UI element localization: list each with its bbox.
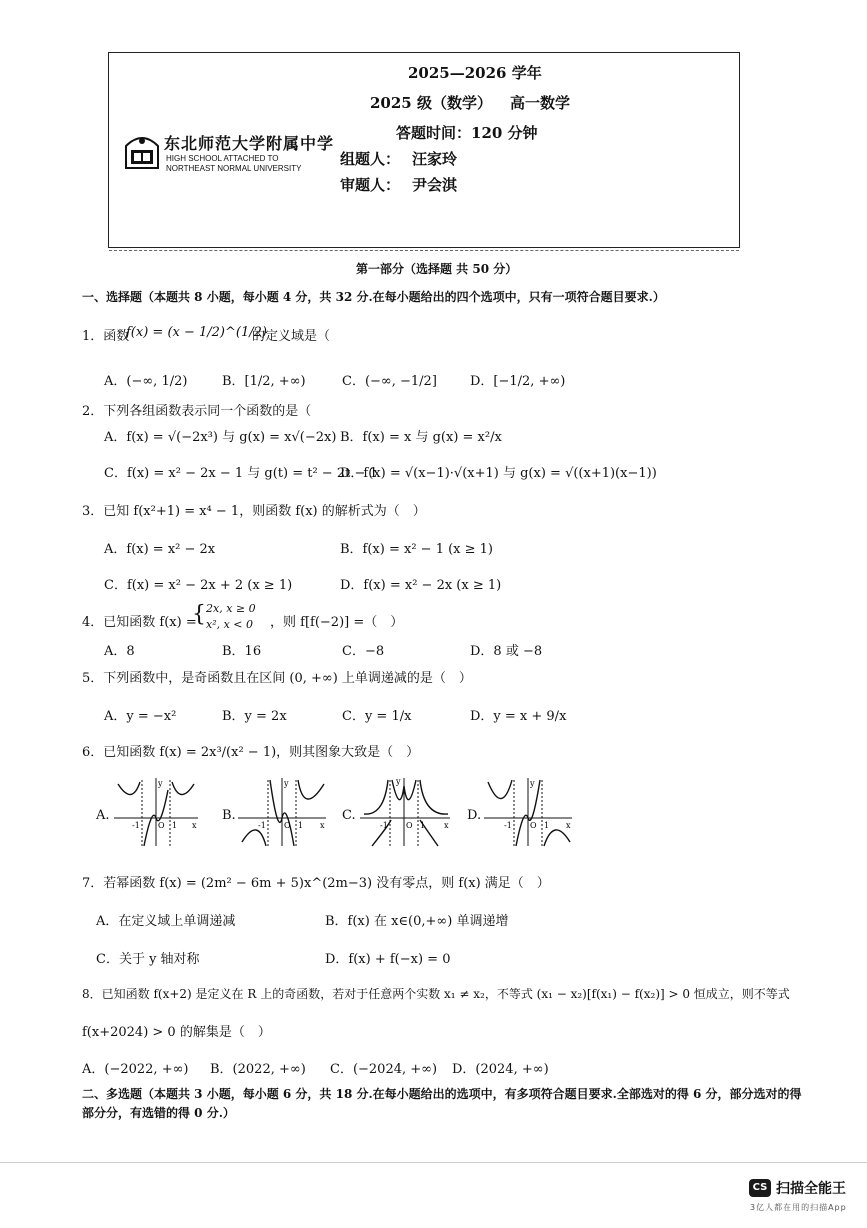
q3-option-a: A．f(x) = x² − 2x [104,542,216,557]
q2-option-d: D．f(x) = √(x−1)·√(x+1) 与 g(x) = √((x+1)(x−1)) [340,466,657,481]
graph-d-y-label: y [530,779,535,788]
header-grade: 2025 级（数学） [370,94,492,112]
graph-d-pos1-label: 1 [544,821,550,830]
q7-option-c: C．关于 y 轴对称 [96,952,200,967]
graph-c-x-label: x [444,821,449,830]
q2-option-c: C．f(x) = x² − 2x − 1 与 g(t) = t² − 2t − 1 [104,466,378,481]
q5-stem: 5．下列函数中，是奇函数且在区间 (0, +∞) 上单调递减的是（ ） [82,671,472,686]
graph-b-neg1-label: -1 [258,821,266,830]
q7-stem: 7．若幂函数 f(x) = (2m² − 6m + 5)x^(2m−3) 没有零点，则 f(x) 满足（ ） [82,876,550,891]
q3-option-d: D．f(x) = x² − 2x (x ≥ 1) [340,578,502,593]
q8-stem-line-1: 8．已知函数 f(x+2) 是定义在 R 上的奇函数，若对于任意两个实数 x₁ ≠ x₂，不等式 (x₁ − x₂)[f(x₁) − f(x₂)] > 0 恒成立，则不等式 [82,987,790,1001]
q1-stem-prefix: 1．函数 [82,329,130,344]
graph-c-pos1-label: 1 [420,821,426,830]
q4-option-b: B．16 [222,644,262,659]
section2-title-line-2: 部分分，有选错的得 0 分.） [82,1106,235,1120]
q5-option-c: C．y = 1/x [342,709,412,724]
q1-option-c: C．(−∞, −1/2] [342,374,437,389]
q6-graph-a [114,776,200,848]
q6-option-b-label: B. [222,808,236,823]
q1-stem-suffix: 的定义域是（ [252,329,331,344]
q4-option-d: D．8 或 −8 [470,644,543,659]
graph-b-x-label: x [320,821,325,830]
camscanner-app-name: 扫描全能王 [776,1181,846,1197]
q6-graph-c [360,776,452,848]
q4-option-a: A．8 [104,644,135,659]
setter-name: 汪家玲 [412,150,458,168]
q1-stem-math: f(x) = (x − 1/2)^(1/2) [126,325,267,340]
q6-graph-d [484,776,574,848]
header-subject: 高一数学 [510,94,571,112]
reviewer-name: 尹会淇 [412,176,458,194]
q6-option-d-label: D. [467,808,482,823]
part1-title: 第一部分（选择题 共 50 分） [356,262,518,276]
q4-option-c: C．−8 [342,644,385,659]
q5-option-a: A．y = −x² [104,709,177,724]
q3-option-b: B．f(x) = x² − 1 (x ≥ 1) [340,542,494,557]
graph-d-origin-label: O [530,821,537,830]
q2-option-b: B．f(x) = x 与 g(x) = x²/x [340,430,502,445]
q5-option-d: D．y = x + 9/x [470,709,567,724]
graph-a-neg1-label: -1 [132,821,140,830]
section1-title: 一、选择题（本题共 8 小题，每小题 4 分，共 32 分.在每小题给出的四个选项中，只有一项符合题目要求.） [82,290,665,304]
q4-case-1: 2x, x ≥ 0 [206,602,256,615]
graph-d-neg1-label: -1 [504,821,512,830]
camscanner-tagline: 3亿人都在用的扫描App [750,1203,847,1212]
graph-a-y-label: y [158,779,163,788]
graph-a-origin-label: O [158,821,165,830]
q7-option-b: B．f(x) 在 x∈(0,+∞) 单调递增 [325,914,509,929]
graph-c-neg1-label: -1 [380,821,388,830]
footer-divider [0,1162,867,1163]
q4-case-2: x², x < 0 [206,618,254,631]
q8-option-a: A．(−2022, +∞) [82,1062,189,1077]
setter-label: 组题人： [340,150,401,168]
school-name-cn: 东北师范大学附属中学 [164,134,335,153]
q1-option-a: A．(−∞, 1/2) [104,374,188,389]
reviewer-label: 审题人： [340,176,401,194]
graph-b-pos1-label: 1 [298,821,304,830]
graph-c-origin-label: O [406,821,413,830]
q8-stem-line-2: f(x+2024) > 0 的解集是（ ） [82,1025,271,1040]
graph-c-y-label: y [396,777,401,786]
school-name-en-2: NORTHEAST NORMAL UNIVERSITY [166,164,302,173]
q1-option-b: B．[1/2, +∞) [222,374,306,389]
q4-stem-suffix: ，则 f[f(−2)] =（ ） [270,615,404,630]
graph-d-x-label: x [566,821,571,830]
school-logo [122,128,162,178]
q6-option-a-label: A. [96,808,110,823]
graph-a-pos1-label: 1 [172,821,178,830]
q3-option-c: C．f(x) = x² − 2x + 2 (x ≥ 1) [104,578,293,593]
q5-option-b: B．y = 2x [222,709,287,724]
graph-a-x-label: x [192,821,197,830]
graph-b-y-label: y [284,779,289,788]
q6-graph-b [238,776,328,848]
q7-option-a: A．在定义域上单调递减 [96,914,236,929]
camscanner-logo-icon: CS [749,1179,771,1197]
q7-option-d: D．f(x) + f(−x) = 0 [325,952,451,967]
q8-option-c: C．(−2024, +∞) [330,1062,438,1077]
header-time: 答题时间：120 分钟 [396,124,538,142]
q8-option-b: B．(2022, +∞) [210,1062,306,1077]
section2-title-line-1: 二、多选题（本题共 3 小题，每小题 6 分，共 18 分.在每小题给出的选项中，有多项符合题目要求.全部选对的得 6 分，部分选对的得 [82,1087,802,1101]
graph-b-origin-label: O [284,821,291,830]
q8-option-d: D．(2024, +∞) [452,1062,549,1077]
q2-stem: 2．下列各组函数表示同一个函数的是（ [82,404,312,419]
q4-stem-prefix: 4．已知函数 f(x) = [82,615,197,630]
q6-option-c-label: C. [342,808,356,823]
q3-stem: 3．已知 f(x²+1) = x⁴ − 1，则函数 f(x) 的解析式为（ ） [82,504,426,519]
header-year: 2025—2026 学年 [408,64,542,82]
school-emblem-icon [122,128,162,174]
q6-stem: 6．已知函数 f(x) = 2x³/(x² − 1)，则其图象大致是（ ） [82,745,420,760]
school-name-en-1: HIGH SCHOOL ATTACHED TO [166,154,279,163]
q4-brace: { [192,602,206,627]
q1-option-d: D．[−1/2, +∞) [470,374,566,389]
q2-option-a: A．f(x) = √(−2x³) 与 g(x) = x√(−2x) [104,430,337,445]
